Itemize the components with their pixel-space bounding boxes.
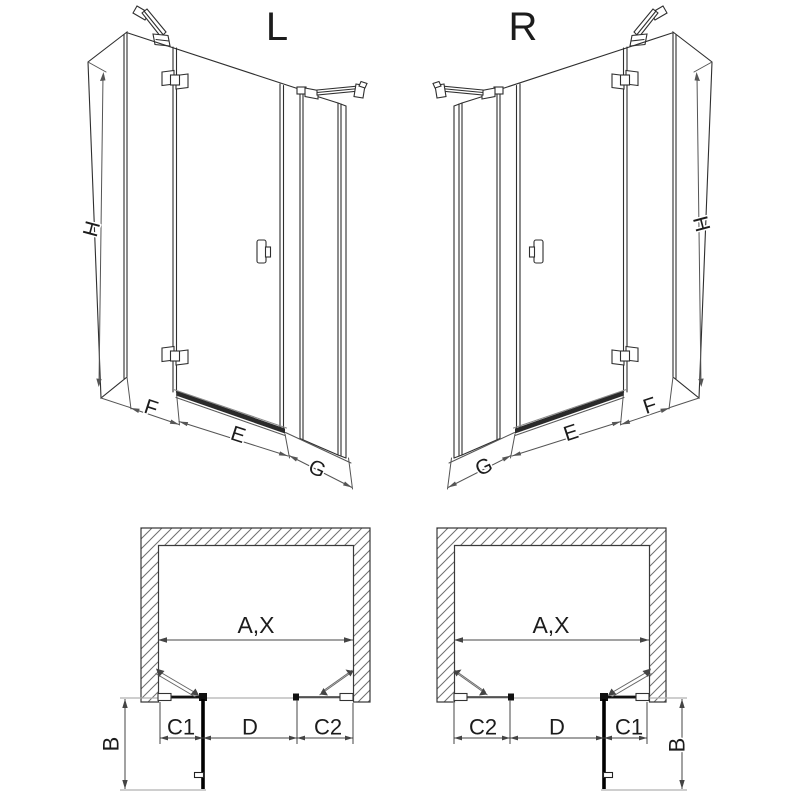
plan-right-segment-d: D bbox=[549, 714, 565, 740]
plan-view-right bbox=[437, 528, 690, 790]
plan-right-segment-c2: C2 bbox=[468, 714, 498, 740]
perspective-view-left bbox=[79, 5, 367, 489]
perspective-geometry-right bbox=[433, 6, 715, 489]
dim-label-g-left: G bbox=[304, 455, 330, 483]
dim-label-e-left: E bbox=[227, 421, 249, 449]
orientation-label-left: L bbox=[265, 5, 289, 49]
plan-right-depth-label: B bbox=[664, 737, 690, 753]
dim-label-g-right: G bbox=[471, 453, 497, 481]
dim-label-height-right: H bbox=[687, 213, 715, 235]
plan-view-left bbox=[99, 528, 371, 790]
plan-left-segment-c2: C2 bbox=[313, 714, 343, 740]
plan-left-segment-d: D bbox=[242, 714, 258, 740]
dim-label-f-left: F bbox=[141, 395, 161, 421]
plan-right-segment-c1: C1 bbox=[614, 714, 644, 740]
dim-label-e-right: E bbox=[560, 419, 582, 447]
dim-label-height-left: H bbox=[78, 218, 106, 240]
perspective-view-right bbox=[433, 5, 714, 489]
dim-label-f-right: F bbox=[640, 393, 660, 419]
plan-left-depth-label: B bbox=[98, 736, 124, 752]
plan-left-segment-c1: C1 bbox=[166, 714, 196, 740]
plan-right-width-label: A,X bbox=[532, 612, 570, 638]
perspective-geometry-left bbox=[88, 6, 367, 489]
orientation-label-right: R bbox=[508, 5, 538, 49]
plan-left-width-label: A,X bbox=[237, 612, 275, 638]
